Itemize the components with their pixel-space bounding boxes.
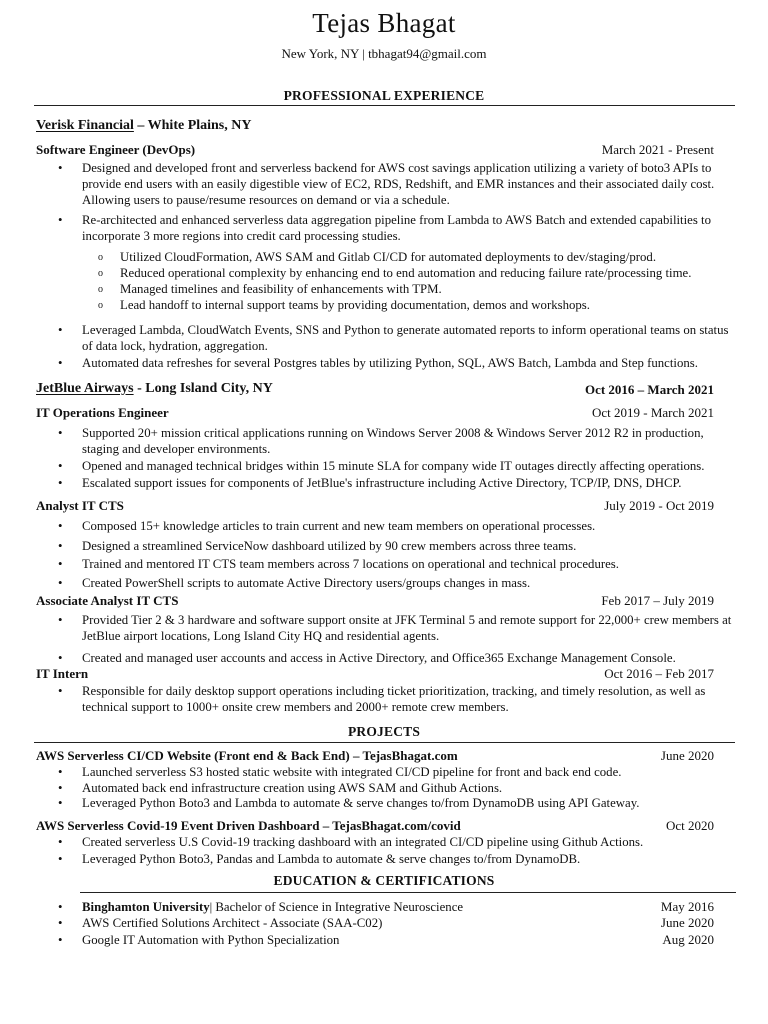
contact-line: New York, NY | tbhagat94@gmail.com	[281, 46, 487, 61]
list-item: • Automated data refreshes for several Postgres tables by utilizing Python, SQL, AWS Batch, Lambda and Step functions.	[58, 356, 698, 370]
list-item: • Leveraged Python Boto3, Pandas and Lambda to automate & serve changes to/from DynamoDB.	[58, 852, 581, 866]
list-item: • Designed a streamlined ServiceNow dashboard utilized by 90 crew members across three teams.	[58, 539, 577, 553]
list-item: • Leveraged Lambda, CloudWatch Events, SNS and Python to generate automated reports to inform operational teams on status of data lock, hydration, aggregation.	[58, 323, 729, 353]
section-divider	[80, 892, 736, 893]
role-dates: Oct 2019 - March 2021	[591, 405, 714, 420]
role-title: Associate Analyst IT CTS	[36, 593, 179, 608]
role-dates: Oct 2016 – Feb 2017	[604, 666, 714, 681]
company-location: - Long Island City, NY	[133, 381, 273, 396]
role-title: IT Intern	[36, 666, 89, 681]
list-item: • Binghamton University| Bachelor of Science in Integrative Neuroscience	[58, 900, 464, 914]
company-location: – White Plains, NY	[133, 118, 252, 133]
role-title: Analyst IT CTS	[36, 498, 124, 513]
candidate-name: Tejas Bhagat	[312, 8, 456, 38]
education-date: May 2016	[660, 899, 714, 914]
list-item: • Composed 15+ knowledge articles to train current and new team members on operational processes.	[58, 519, 596, 533]
list-item: • Created PowerShell scripts to automate Active Directory users/groups changes in mass.	[58, 576, 531, 590]
role-dates: July 2019 - Oct 2019	[604, 498, 714, 513]
project-date: Oct 2020	[665, 818, 714, 833]
list-item: • Created and managed user accounts and access in Active Directory, and Office365 Exchange Management Console.	[58, 651, 676, 665]
list-item: • Automated back end infrastructure creation using AWS SAM and Github Actions.	[58, 781, 503, 795]
sub-list-item: o Managed timelines and feasibility of enhancements with TPM.	[98, 282, 442, 296]
list-item: • Opened and managed technical bridges within 15 minute SLA for company wide IT outages directly affecting operations.	[58, 459, 705, 473]
education-date: Aug 2020	[662, 932, 714, 947]
role-title: Software Engineer (DevOps)	[36, 142, 196, 157]
list-item: • Leveraged Python Boto3 and Lambda to automate & serve changes to/from DynamoDB using API Gateway.	[58, 796, 640, 810]
sub-list-item: o Reduced operational complexity by enhancing end to end automation and reducing failure rate/processing time.	[98, 266, 692, 280]
section-title-experience: PROFESSIONAL EXPERIENCE	[283, 88, 485, 103]
section-title-projects: PROJECTS	[347, 724, 421, 739]
sub-list-item: o Utilized CloudFormation, AWS SAM and Gitlab CI/CD for automated deployments to dev/staging/prod.	[98, 250, 657, 264]
list-item: • Re-architected and enhanced serverless data aggregation pipeline from Lambda to AWS Batch and extended capabilities to incorporate 3 more regions into credit card processing studies.	[58, 213, 711, 243]
company-jetblue	[36, 381, 273, 397]
role-dates: Feb 2017 – July 2019	[601, 593, 714, 608]
company-name: Verisk Financial	[36, 118, 134, 133]
list-item: • Trained and mentored IT CTS team members across 7 locations on operational and technical procedures.	[58, 557, 619, 571]
role-title: IT Operations Engineer	[36, 405, 169, 420]
school-name: Binghamton University	[82, 900, 210, 914]
company-dates: Oct 2016 – March 2021	[584, 382, 714, 397]
role-dates: March 2021 - Present	[601, 142, 714, 157]
list-item: • Google IT Automation with Python Specialization	[58, 933, 340, 947]
list-item: • Designed and developed front and serverless backend for AWS cost savings application utilizing a variety of boto3 APIs to provide end users with an easily digestible view of EC2, RDS, Redshift, and EMR instances and their associated daily cost. Allowing users to pause/resume resources on demand or via a schedule.	[58, 161, 715, 207]
degree: | Bachelor of Science in Integrative Neuroscience	[209, 900, 464, 914]
company-verisk	[36, 118, 251, 134]
list-item: • Provided Tier 2 & 3 hardware and software support onsite at JFK Terminal 5 and remote support for 22,000+ crew members at JetBlue airport locations, Long Island City HQ and residential agents.	[58, 613, 732, 643]
section-divider	[34, 742, 735, 743]
project-title: AWS Serverless Covid-19 Event Driven Dashboard – TejasBhagat.com/covid	[36, 818, 461, 833]
section-title-education: EDUCATION & CERTIFICATIONS	[273, 873, 495, 888]
company-name: JetBlue Airways	[36, 381, 134, 396]
project-date: June 2020	[660, 748, 714, 763]
section-divider	[34, 105, 735, 106]
list-item: • Supported 20+ mission critical applications running on Windows Server 2008 & Windows Server 2012 R2 in production, staging and developer environments.	[58, 426, 704, 456]
education-date: June 2020	[660, 915, 714, 930]
list-item: • Responsible for daily desktop support operations including ticket prioritization, tracking, and timely resolution, as well as technical support to 1000+ onsite crew members and 2000+ remote crew members.	[58, 684, 706, 714]
sub-list-item: o Lead handoff to internal support teams by providing documentation, demos and workshops.	[98, 298, 590, 312]
list-item: • Created serverless U.S Covid-19 tracking dashboard with an integrated CI/CD pipeline using Github Actions.	[58, 835, 644, 849]
list-item: • AWS Certified Solutions Architect - Associate (SAA-C02)	[58, 916, 383, 930]
list-item: • Launched serverless S3 hosted static website with integrated CI/CD pipeline for front and back end code.	[58, 765, 622, 779]
list-item: • Escalated support issues for components of JetBlue's infrastructure including Active Directory, TCP/IP, DNS, DHCP.	[58, 476, 682, 490]
project-title: AWS Serverless CI/CD Website (Front end & Back End) – TejasBhagat.com	[36, 748, 458, 763]
